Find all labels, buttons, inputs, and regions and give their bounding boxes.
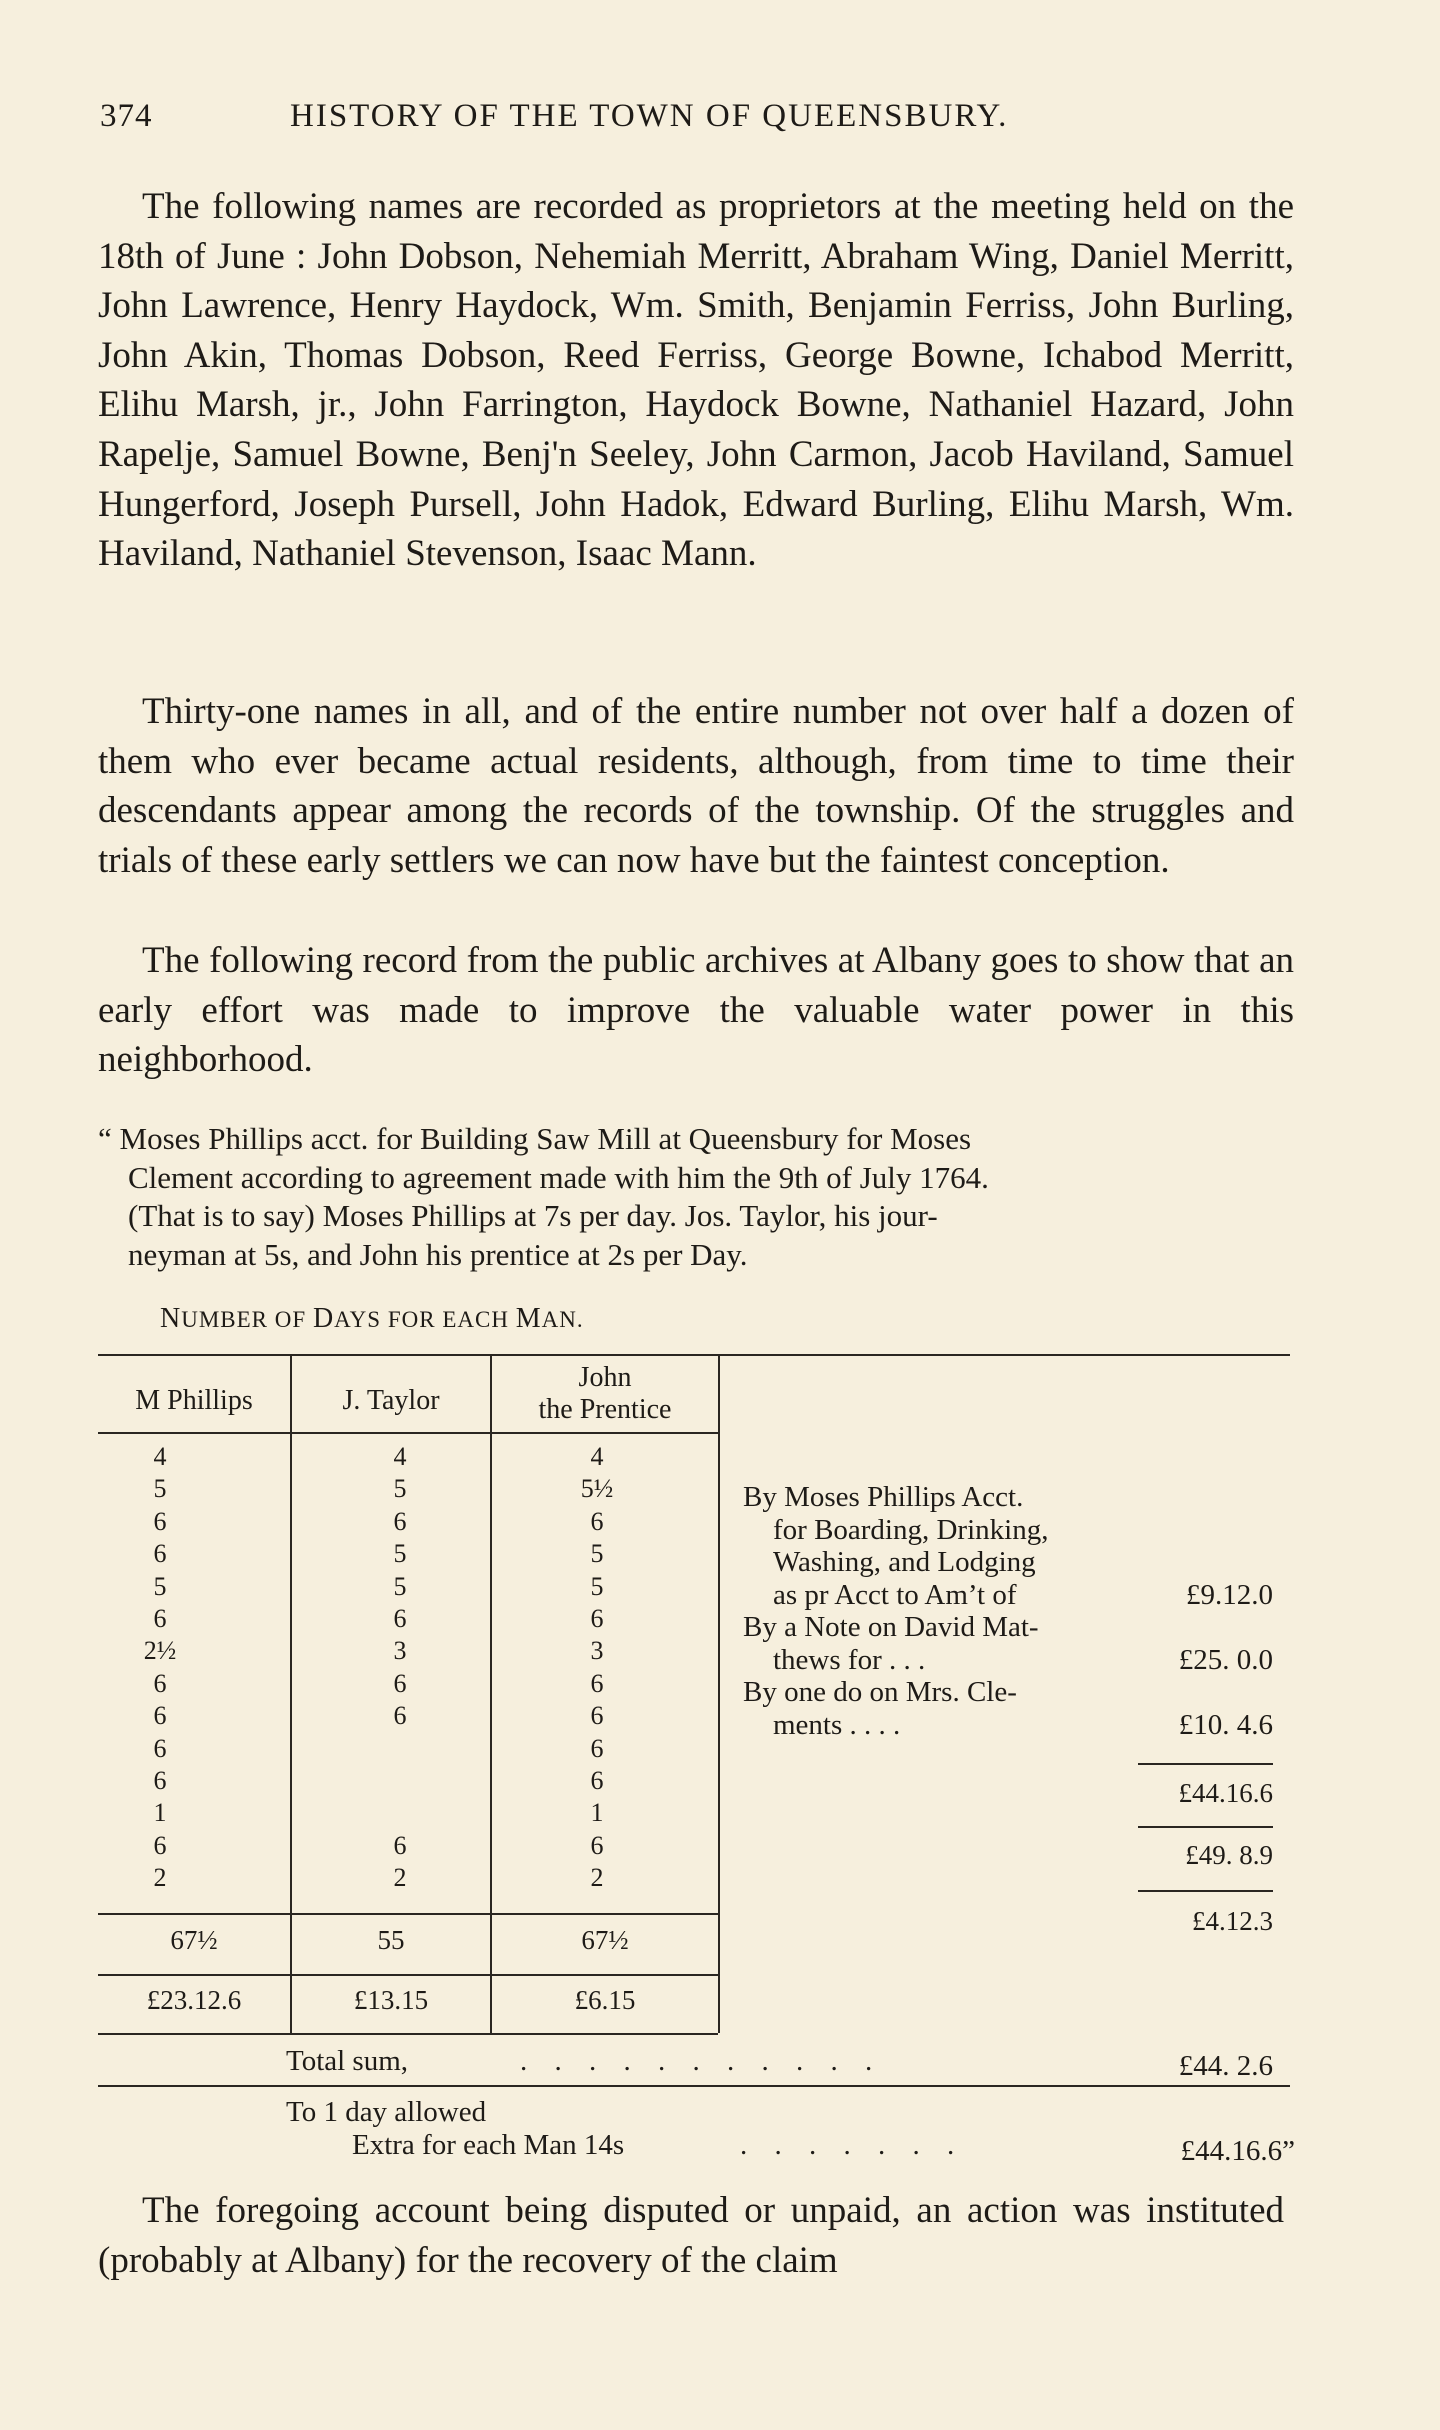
prentice-amount: £6.15: [574, 1985, 636, 2015]
day-cell: 5: [393, 1474, 407, 1504]
total-sum-leader: . . . . . . . . . . .: [520, 2045, 883, 2077]
day-cell: 4: [590, 1442, 604, 1471]
day-cell: 6: [153, 1701, 167, 1731]
paragraph-thirty-one-names: [98, 687, 1294, 885]
col-header-prentice-line1: John: [578, 1362, 632, 1393]
day-cell: 3: [590, 1636, 604, 1666]
extra-per-man-label: Extra for each Man 14s: [352, 2129, 625, 2161]
day-cell: 6: [590, 1830, 604, 1860]
taylor-total: 55: [377, 1925, 405, 1955]
day-cell: 6: [393, 1506, 407, 1536]
account-sum-rule: [1138, 1826, 1273, 1828]
quote-line: Clement according to agreement made with him the 9th of July 1764.: [128, 1159, 989, 1195]
phillips-days: [120, 1441, 200, 1894]
day-cell: 6: [153, 1603, 167, 1633]
table-days-rule: [98, 1913, 718, 1915]
col-header-prentice: [492, 1362, 718, 1426]
account-line: By Moses Phillips Acct.: [743, 1481, 1024, 1513]
day-cell: 2: [590, 1863, 604, 1893]
paragraph-foregoing-account: [98, 2186, 1284, 2285]
moses-phillips-account: [743, 1481, 1273, 1741]
table-totals-rule: [98, 1974, 718, 1976]
day-cell: 6: [153, 1765, 167, 1795]
day-cell: 5: [590, 1571, 604, 1601]
taylor-days: [360, 1441, 440, 1894]
account-amount: £9.12.0: [1186, 1578, 1273, 1611]
account-sum-3: £4.12.3: [1192, 1906, 1273, 1936]
paragraph-albany-record: [98, 936, 1294, 1085]
day-cell: 6: [393, 1603, 407, 1633]
day-cell: 6: [153, 1668, 167, 1698]
paragraph-proprietors-text: The following names are recorded as proprietors at the meeting held on the 18th of June : John Dobson, Nehemiah Merritt, Abraham Wing, Daniel Merritt, John Lawrence, Henry Haydock, Wm. Smith, Benjamin Ferriss, John Burling, John Akin, Thomas Dobson, Reed Ferriss, George Bowne, Ichabod Merritt, Elihu Marsh, jr., John Farrington, Haydock Bowne, Nathaniel Hazard, John Rapelje, Samuel Bowne, Benj'n Seeley, John Carmon, Jacob Haviland, Samuel Hungerford, Joseph Pursell, John Hadok, Edward Burling, Elihu Marsh, Wm. Haviland, Nathaniel Stevenson, Isaac Mann.: [98, 186, 1294, 575]
account-sum-2: £49. 8.9: [1185, 1840, 1273, 1870]
day-cell: 6: [393, 1701, 407, 1731]
total-sum-rule: [98, 2085, 1290, 2087]
account-sum-rule: [1138, 1763, 1273, 1765]
day-cell: 6: [590, 1603, 604, 1633]
table-header-rule: [98, 1432, 718, 1434]
col-header-taylor: J. Taylor: [342, 1385, 440, 1416]
paragraph-proprietors: [98, 182, 1294, 579]
day-cell: 6: [590, 1733, 604, 1763]
phillips-amount: £23.12.6: [146, 1985, 242, 2015]
account-amount: £25. 0.0: [1178, 1643, 1273, 1676]
paragraph-foregoing-account-text: The foregoing account being disputed or unpaid, an action was instituted (probably at Albany) for the recovery of the claim: [98, 2190, 1284, 2281]
quote-line: (That is to say) Moses Phillips at 7s per day. Jos. Taylor, his jour-: [128, 1198, 938, 1233]
col-header-phillips: M Phillips: [135, 1385, 253, 1416]
account-line: ments . . . . £10. 4.6: [773, 1708, 1273, 1741]
account-line: thews for . . . £25. 0.0: [773, 1643, 1273, 1676]
day-cell: 2: [153, 1863, 167, 1893]
account-line: as pr Acct to Am’t of £9.12.0: [773, 1578, 1273, 1611]
day-cell: 5: [393, 1571, 407, 1601]
account-line: By a Note on David Mat-: [743, 1611, 1039, 1643]
day-cell: 6: [590, 1701, 604, 1731]
day-cell: 6: [393, 1668, 407, 1698]
page-number: 374: [100, 98, 153, 134]
day-cell: [360, 1733, 440, 1765]
day-cell: 6: [153, 1506, 167, 1536]
col-header-prentice-line2: the Prentice: [538, 1394, 672, 1425]
account-amount: £10. 4.6: [1178, 1708, 1273, 1741]
day-cell: 2: [393, 1863, 407, 1893]
day-cell: [360, 1765, 440, 1797]
account-sum-1: £44.16.6: [1178, 1778, 1273, 1808]
prentice-days: [557, 1441, 637, 1894]
day-allowed-label: To 1 day allowed: [286, 2096, 487, 2128]
phillips-total: 67½: [170, 1925, 218, 1955]
day-cell: 6: [590, 1765, 604, 1795]
day-cell: 5: [393, 1539, 407, 1569]
day-cell: 5½: [580, 1474, 614, 1504]
day-cell: 6: [153, 1539, 167, 1569]
day-cell: 6: [590, 1506, 604, 1536]
account-sum-rule: [1138, 1890, 1273, 1892]
day-cell: 5: [153, 1571, 167, 1601]
day-cell: 2½: [143, 1636, 177, 1666]
day-cell: [360, 1797, 440, 1829]
table-caption: NUMBER OF DAYS FOR EACH MAN.: [160, 1303, 584, 1334]
day-cell: 5: [590, 1539, 604, 1569]
taylor-amount: £13.15: [353, 1985, 429, 2015]
day-cell: 5: [153, 1474, 167, 1504]
day-cell: 6: [393, 1830, 407, 1860]
paragraph-albany-record-text: The following record from the public archives at Albany goes to show that an early effort was made to improve the valuable water power in this neighborhood.: [98, 940, 1294, 1081]
table-top-rule: [98, 1354, 1290, 1356]
total-sum-label: Total sum,: [286, 2045, 409, 2077]
quote-line: “ Moses Phillips acct. for Building Saw Mill at Queensbury for Moses: [98, 1121, 972, 1156]
quote-line: neyman at 5s, and John his prentice at 2s per Day.: [128, 1236, 748, 1272]
day-cell: 6: [153, 1733, 167, 1763]
paragraph-thirty-one-names-text: Thirty-one names in all, and of the entire number not over half a dozen of them who ever became actual residents, although, from time to time their descendants appear among the records of the township. Of the struggles and trials of these early settlers we can now have but the faintest conception.: [98, 691, 1294, 881]
day-cell: 1: [153, 1798, 167, 1828]
account-line: for Boarding, Drinking,: [773, 1513, 1049, 1546]
day-cell: 4: [153, 1442, 167, 1471]
day-cell: 6: [153, 1830, 167, 1860]
day-cell: 4: [393, 1442, 407, 1471]
total-sum-amount: £44. 2.6: [1178, 2050, 1273, 2082]
table-col-rule: [718, 1356, 720, 2033]
prentice-total: 67½: [581, 1925, 629, 1955]
day-cell: 1: [590, 1798, 604, 1828]
table-amounts-rule: [98, 2033, 718, 2035]
extra-leader: . . . . . . .: [740, 2129, 965, 2161]
day-cell: 3: [393, 1636, 407, 1666]
account-quote: [98, 1120, 1298, 1274]
running-title: HISTORY OF THE TOWN OF QUEENSBURY.: [290, 98, 1009, 134]
account-line: By one do on Mrs. Cle-: [743, 1676, 1017, 1708]
day-cell: 6: [590, 1668, 604, 1698]
final-amount: £44.16.6”: [1180, 2135, 1295, 2167]
account-line: Washing, and Lodging: [773, 1546, 1036, 1578]
